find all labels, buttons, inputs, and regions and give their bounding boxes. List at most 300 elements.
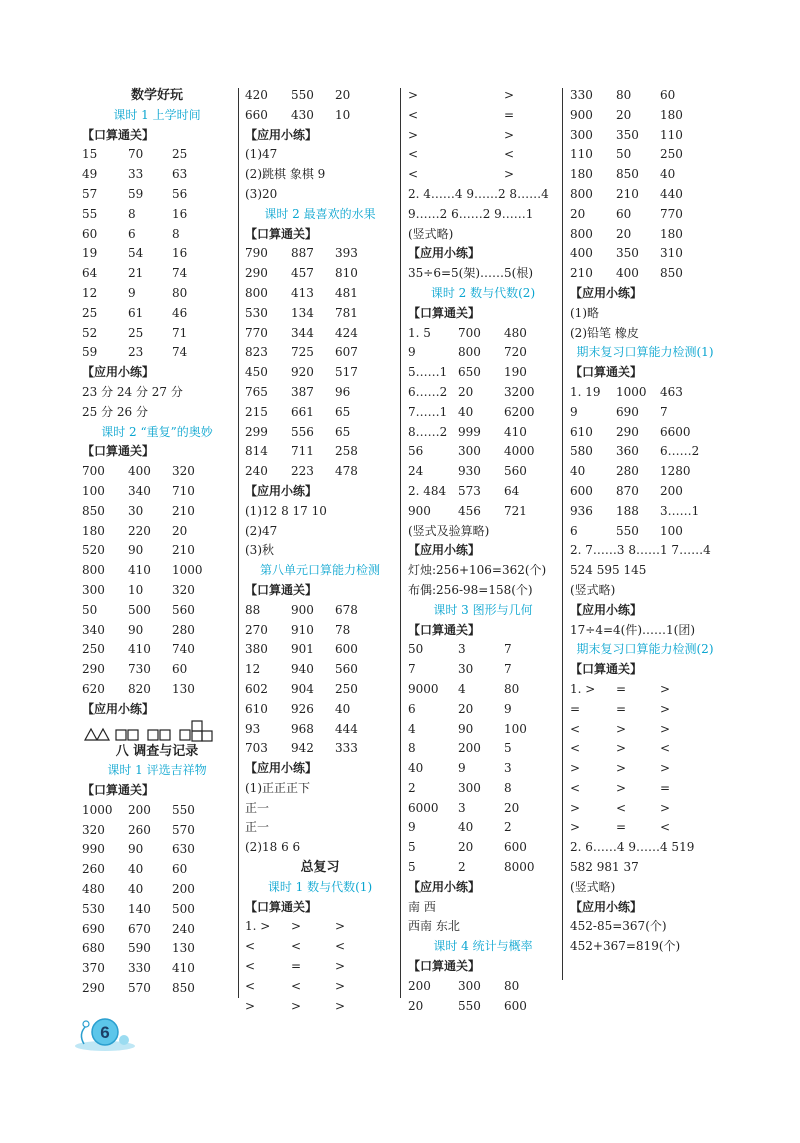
answer-cell: 10 — [335, 107, 351, 122]
answer-row — [245, 442, 395, 462]
square-shape — [116, 730, 126, 740]
answer-cell: < — [245, 959, 256, 974]
answer-cell: 420 — [245, 88, 268, 102]
answer-row — [82, 939, 232, 959]
exercise-heading: 【口算通关】 — [245, 226, 318, 241]
answer-text: 正一 — [245, 820, 270, 835]
answer-cell: 88 — [245, 602, 261, 617]
answer-text: 2. 4……4 9……2 8……4 — [408, 186, 549, 201]
answer-text: (2)跳棋 象棋 9 — [245, 167, 326, 182]
answer-cell: 1. > — [570, 681, 596, 696]
answer-cell: 678 — [335, 602, 358, 617]
answer-row — [82, 145, 232, 165]
answer-row — [82, 205, 232, 225]
answer-row — [245, 363, 395, 383]
answer-cell: 16 — [172, 206, 188, 221]
answer-cell: = — [291, 959, 302, 974]
answer-cell: 560 — [504, 464, 527, 479]
answer-cell: 8 — [408, 741, 416, 756]
answer-cell: 721 — [504, 503, 527, 518]
answer-cell: 478 — [335, 464, 358, 479]
answer-cell: 6 — [570, 523, 578, 538]
answer-row — [408, 997, 558, 1017]
answer-cell: 40 — [660, 167, 676, 182]
answer-cell: 936 — [570, 503, 593, 518]
answer-cell: < — [335, 939, 346, 954]
answer-row — [408, 720, 558, 740]
answer-cell: 60 — [660, 88, 676, 102]
answer-row — [82, 284, 232, 304]
answer-cell: 30 — [128, 503, 144, 518]
answer-cell: 90 — [128, 842, 144, 857]
section-title: 总复习 — [300, 860, 340, 876]
answer-cell: > — [408, 88, 419, 102]
answer-row — [570, 502, 720, 522]
answer-cell: 387 — [291, 384, 314, 399]
answer-cell: 650 — [458, 365, 481, 380]
answer-cell: > — [335, 978, 346, 993]
answer-cell: 690 — [82, 921, 105, 936]
answer-cell: 61 — [128, 305, 144, 320]
answer-row — [245, 997, 395, 1017]
answer-cell: 999 — [458, 424, 481, 439]
answer-cell: 134 — [291, 305, 314, 320]
answer-cell: > — [660, 721, 671, 736]
lesson-title: 课时 2 数与代数(2) — [430, 285, 536, 300]
answer-row — [82, 541, 232, 561]
answer-cell: 330 — [570, 88, 593, 102]
answer-cell: 340 — [82, 622, 105, 637]
answer-cell: > — [291, 919, 302, 934]
square-shape — [192, 721, 202, 731]
exercise-heading: 【口算通关】 — [82, 783, 155, 798]
answer-cell: 78 — [335, 622, 351, 637]
answer-row — [408, 165, 558, 185]
answer-cell: 260 — [128, 822, 151, 837]
answer-row — [245, 601, 395, 621]
answer-cell: 200 — [458, 741, 481, 756]
answer-cell: > — [408, 127, 419, 142]
answer-cell: 360 — [616, 444, 639, 459]
answer-row — [82, 482, 232, 502]
answer-cell: 790 — [245, 246, 268, 261]
answer-cell: 344 — [291, 325, 314, 340]
answer-row — [245, 106, 395, 126]
answer-row — [82, 561, 232, 581]
answer-row — [82, 660, 232, 680]
answer-text: (2)18 6 6 — [245, 840, 301, 855]
answer-cell: 350 — [616, 246, 639, 261]
answer-cell: 65 — [335, 404, 351, 419]
answer-cell: 20 — [458, 701, 474, 716]
exercise-heading: 【口算通关】 — [408, 305, 481, 320]
answer-cell: = — [660, 780, 671, 795]
answer-cell: 3 — [504, 761, 512, 776]
answer-cell: 100 — [82, 483, 105, 498]
answer-cell: 56 — [172, 186, 188, 201]
answer-cell: 60 — [616, 206, 632, 221]
answer-row — [408, 858, 558, 878]
answer-cell: 9 — [408, 820, 416, 835]
answer-cell: 240 — [245, 464, 268, 479]
answer-row — [570, 264, 720, 284]
answer-cell: 180 — [570, 167, 593, 182]
answer-row — [408, 838, 558, 858]
answer-cell: 600 — [504, 998, 527, 1013]
answer-row — [245, 957, 395, 977]
column-4 — [570, 86, 720, 957]
answer-cell: 600 — [335, 642, 358, 657]
answer-row — [245, 324, 395, 344]
lesson-title: 课时 2 “重复”的奥妙 — [101, 424, 213, 439]
answer-row — [245, 304, 395, 324]
answer-cell: 210 — [616, 186, 639, 201]
column-1 — [82, 86, 232, 999]
answer-cell: 1000 — [82, 802, 113, 817]
answer-cell: 299 — [245, 424, 268, 439]
answer-cell: 602 — [245, 681, 268, 696]
answer-cell: 6000 — [408, 800, 439, 815]
exercise-heading: 【应用小练】 — [408, 543, 481, 558]
answer-row — [82, 680, 232, 700]
answer-cell: 610 — [570, 424, 593, 439]
answer-cell: > — [570, 800, 581, 815]
answer-text: 西南 东北 — [408, 919, 460, 934]
answer-cell: 50 — [82, 602, 98, 617]
answer-cell: 40 — [458, 820, 474, 835]
answer-cell: 12 — [82, 285, 98, 300]
answer-cell: > — [570, 761, 581, 776]
answer-row — [82, 304, 232, 324]
answer-cell: 16 — [172, 246, 188, 261]
answer-cell: 480 — [504, 325, 527, 340]
answer-cell: 910 — [291, 622, 314, 637]
answer-cell: 64 — [82, 266, 98, 281]
answer-row — [245, 343, 395, 363]
square-shape — [180, 730, 190, 740]
answer-row — [82, 880, 232, 900]
answer-row — [245, 86, 395, 106]
answer-row — [82, 801, 232, 821]
answer-cell: 870 — [616, 483, 639, 498]
answer-cell: 200 — [172, 882, 195, 897]
answer-text: 25 分 26 分 — [82, 404, 148, 419]
answer-row — [82, 581, 232, 601]
answer-text: (1)略 — [570, 305, 599, 320]
answer-cell: 60 — [172, 862, 188, 877]
answer-cell: 4 — [408, 721, 416, 736]
exercise-heading: 【口算通关】 — [408, 622, 481, 637]
answer-row — [408, 759, 558, 779]
answer-cell: 1. > — [245, 919, 271, 934]
answer-cell: 6 — [408, 701, 416, 716]
answer-row — [570, 86, 720, 106]
exercise-heading: 【应用小练】 — [245, 761, 318, 776]
answer-cell: 926 — [291, 701, 314, 716]
exercise-heading: 【口算通关】 — [245, 899, 318, 914]
answer-cell: 19 — [82, 246, 98, 261]
answer-cell: < — [291, 939, 302, 954]
answer-cell: 280 — [172, 622, 195, 637]
answer-cell: 20 — [335, 88, 351, 102]
answer-cell: 330 — [128, 961, 151, 976]
answer-cell: 25 — [172, 147, 188, 162]
answer-cell: 15 — [82, 147, 98, 162]
answer-row — [570, 779, 720, 799]
answer-cell: 6200 — [504, 404, 535, 419]
answer-cell: 5 — [504, 741, 512, 756]
answer-cell: 850 — [82, 503, 105, 518]
answer-cell: 240 — [172, 921, 195, 936]
answer-cell: < — [408, 107, 419, 122]
answer-cell: 410 — [172, 961, 195, 976]
answer-cell: 410 — [128, 642, 151, 657]
answer-cell: 1280 — [660, 464, 691, 479]
answer-row — [570, 423, 720, 443]
page-number: 6 — [100, 1023, 110, 1042]
answer-row — [570, 106, 720, 126]
answer-cell: 130 — [172, 681, 195, 696]
answer-cell: > — [660, 800, 671, 815]
answer-row — [570, 680, 720, 700]
answer-cell: < — [570, 741, 581, 756]
answer-text: 2. 6……4 9……4 519 — [570, 840, 695, 855]
lesson-title: 期末复习口算能力检测(1) — [576, 345, 714, 360]
answer-cell: 40 — [335, 701, 351, 716]
answer-row — [408, 363, 558, 383]
section-title: 八 调查与记录 — [115, 743, 199, 759]
answer-cell: 770 — [245, 325, 268, 340]
answer-cell: 410 — [128, 563, 151, 578]
answer-cell: > — [291, 998, 302, 1013]
answer-row — [245, 700, 395, 720]
answer-row — [570, 145, 720, 165]
answer-row — [570, 799, 720, 819]
answer-cell: 700 — [458, 325, 481, 340]
answer-cell: 680 — [82, 941, 105, 956]
answer-cell: 8 — [504, 780, 512, 795]
answer-row — [82, 900, 232, 920]
answer-cell: 290 — [616, 424, 639, 439]
answer-row — [408, 660, 558, 680]
answer-cell: 21 — [128, 266, 144, 281]
exercise-heading: 【应用小练】 — [408, 879, 481, 894]
answer-cell: 300 — [82, 582, 105, 597]
answer-cell: 71 — [172, 325, 188, 340]
answer-text: (竖式略) — [570, 582, 616, 597]
answer-cell: 320 — [172, 582, 195, 597]
answer-text: (竖式略) — [408, 226, 454, 241]
answer-row — [408, 700, 558, 720]
answer-cell: 20 — [458, 840, 474, 855]
answer-cell: 720 — [504, 345, 527, 360]
answer-cell: 93 — [245, 721, 261, 736]
answer-cell: 9 — [570, 404, 578, 419]
answer-text: (2)铅笔 橡皮 — [570, 325, 639, 340]
answer-row — [245, 739, 395, 759]
answer-cell: < — [408, 147, 419, 162]
answer-cell: 380 — [245, 642, 268, 657]
answer-cell: 725 — [291, 345, 314, 360]
answer-row — [245, 720, 395, 740]
answer-cell: > — [335, 919, 346, 934]
answer-cell: 393 — [335, 246, 358, 261]
answer-cell: 4000 — [504, 444, 535, 459]
answer-cell: 65 — [335, 424, 351, 439]
answer-row — [570, 383, 720, 403]
answer-row — [408, 799, 558, 819]
column-2 — [245, 86, 395, 1016]
answer-cell: 570 — [128, 981, 151, 996]
answer-cell: 220 — [128, 523, 151, 538]
answer-row — [570, 126, 720, 146]
answer-cell: 630 — [172, 842, 195, 857]
answer-row — [570, 818, 720, 838]
answer-cell: 800 — [245, 285, 268, 300]
answer-cell: 50 — [408, 642, 424, 657]
answer-row — [245, 264, 395, 284]
answer-text: 布偶:256-98=158(个) — [408, 582, 533, 597]
answer-cell: 968 — [291, 721, 314, 736]
answer-cell: 5 — [408, 860, 416, 875]
answer-cell: 550 — [616, 523, 639, 538]
answer-cell: 300 — [570, 127, 593, 142]
answer-cell: 3 — [458, 642, 466, 657]
answer-cell: 5……1 — [408, 365, 448, 380]
answer-cell: 96 — [335, 384, 351, 399]
answer-cell: 520 — [82, 543, 105, 558]
answer-cell: 480 — [82, 882, 105, 897]
answer-cell: 9 — [128, 285, 136, 300]
answer-cell: 110 — [660, 127, 683, 142]
answer-row — [408, 818, 558, 838]
answer-row — [408, 977, 558, 997]
answer-cell: 530 — [82, 901, 105, 916]
answer-cell: 9 — [408, 345, 416, 360]
answer-cell: > — [660, 681, 671, 696]
lesson-title: 课时 4 统计与概率 — [433, 939, 533, 954]
exercise-heading: 【应用小练】 — [570, 285, 643, 300]
exercise-heading: 【应用小练】 — [82, 701, 155, 716]
answer-row — [82, 324, 232, 344]
answer-cell: 781 — [335, 305, 358, 320]
answer-cell: 481 — [335, 285, 358, 300]
answer-cell: 1000 — [616, 384, 647, 399]
answer-cell: 300 — [458, 444, 481, 459]
lesson-title: 期末复习口算能力检测(2) — [576, 642, 714, 657]
answer-row — [408, 640, 558, 660]
answer-cell: 500 — [172, 901, 195, 916]
answer-row — [82, 601, 232, 621]
answer-cell: 8……2 — [408, 424, 448, 439]
answer-cell: 823 — [245, 345, 268, 360]
answer-cell: = — [616, 681, 627, 696]
answer-row — [245, 383, 395, 403]
answer-cell: 900 — [570, 107, 593, 122]
answer-cell: 20 — [172, 523, 188, 538]
answer-row — [408, 779, 558, 799]
answer-cell: 7 — [504, 642, 512, 657]
answer-cell: 550 — [172, 802, 195, 817]
section-title: 数学好玩 — [130, 88, 183, 103]
answer-cell: 7 — [408, 662, 416, 677]
answer-cell: 50 — [616, 147, 632, 162]
answer-text: (竖式及验算略) — [408, 523, 490, 538]
answer-cell: 900 — [291, 602, 314, 617]
answer-cell: 800 — [570, 226, 593, 241]
answer-cell: 52 — [82, 325, 98, 340]
answer-cell: 710 — [172, 483, 195, 498]
answer-cell: 560 — [335, 662, 358, 677]
answer-text: (2)47 — [245, 523, 278, 538]
column-divider — [562, 88, 563, 980]
answer-cell: 130 — [172, 941, 195, 956]
answer-cell: 290 — [82, 981, 105, 996]
answer-cell: 64 — [504, 483, 520, 498]
page-number-badge — [72, 1014, 138, 1052]
answer-cell: 90 — [128, 543, 144, 558]
answer-text: 南 西 — [408, 899, 436, 914]
answer-row — [408, 680, 558, 700]
answer-cell: 210 — [570, 266, 593, 281]
answer-row — [245, 423, 395, 443]
answer-cell: 607 — [335, 345, 358, 360]
answer-text: 582 981 37 — [570, 860, 639, 875]
answer-cell: 59 — [82, 345, 98, 360]
answer-row — [570, 739, 720, 759]
answer-cell: 57 — [82, 186, 98, 201]
answer-row — [570, 720, 720, 740]
answer-cell: 56 — [408, 444, 424, 459]
answer-cell: 40 — [408, 761, 424, 776]
answer-cell: 573 — [458, 483, 481, 498]
answer-cell: 457 — [291, 266, 314, 281]
answer-cell: < — [245, 978, 256, 993]
answer-row — [408, 324, 558, 344]
answer-cell: 40 — [458, 404, 474, 419]
answer-cell: 1. 5 — [408, 325, 431, 340]
answer-cell: 40 — [128, 882, 144, 897]
answer-cell: 10 — [128, 582, 144, 597]
exercise-heading: 【应用小练】 — [570, 602, 643, 617]
answer-cell: 340 — [128, 483, 151, 498]
answer-cell: < — [570, 721, 581, 736]
answer-cell: 456 — [458, 503, 481, 518]
answer-cell: 20 — [616, 107, 632, 122]
shape-answer — [82, 720, 232, 742]
answer-cell: 210 — [172, 503, 195, 518]
answer-text: (竖式略) — [570, 879, 616, 894]
answer-cell: > — [616, 761, 627, 776]
answer-cell: 5 — [408, 840, 416, 855]
answer-cell: 904 — [291, 681, 314, 696]
answer-cell: < — [660, 741, 671, 756]
answer-cell: 200 — [408, 978, 431, 993]
answer-row — [82, 979, 232, 999]
answer-cell: 730 — [128, 662, 151, 677]
answer-cell: 463 — [660, 384, 683, 399]
answer-row — [82, 264, 232, 284]
answer-cell: 46 — [172, 305, 188, 320]
answer-cell: 20 — [458, 384, 474, 399]
answer-row — [408, 145, 558, 165]
shapes-figure — [84, 720, 224, 742]
answer-row — [408, 462, 558, 482]
answer-row — [245, 621, 395, 641]
answer-cell: 100 — [660, 523, 683, 538]
answer-row — [570, 462, 720, 482]
answer-row — [245, 660, 395, 680]
